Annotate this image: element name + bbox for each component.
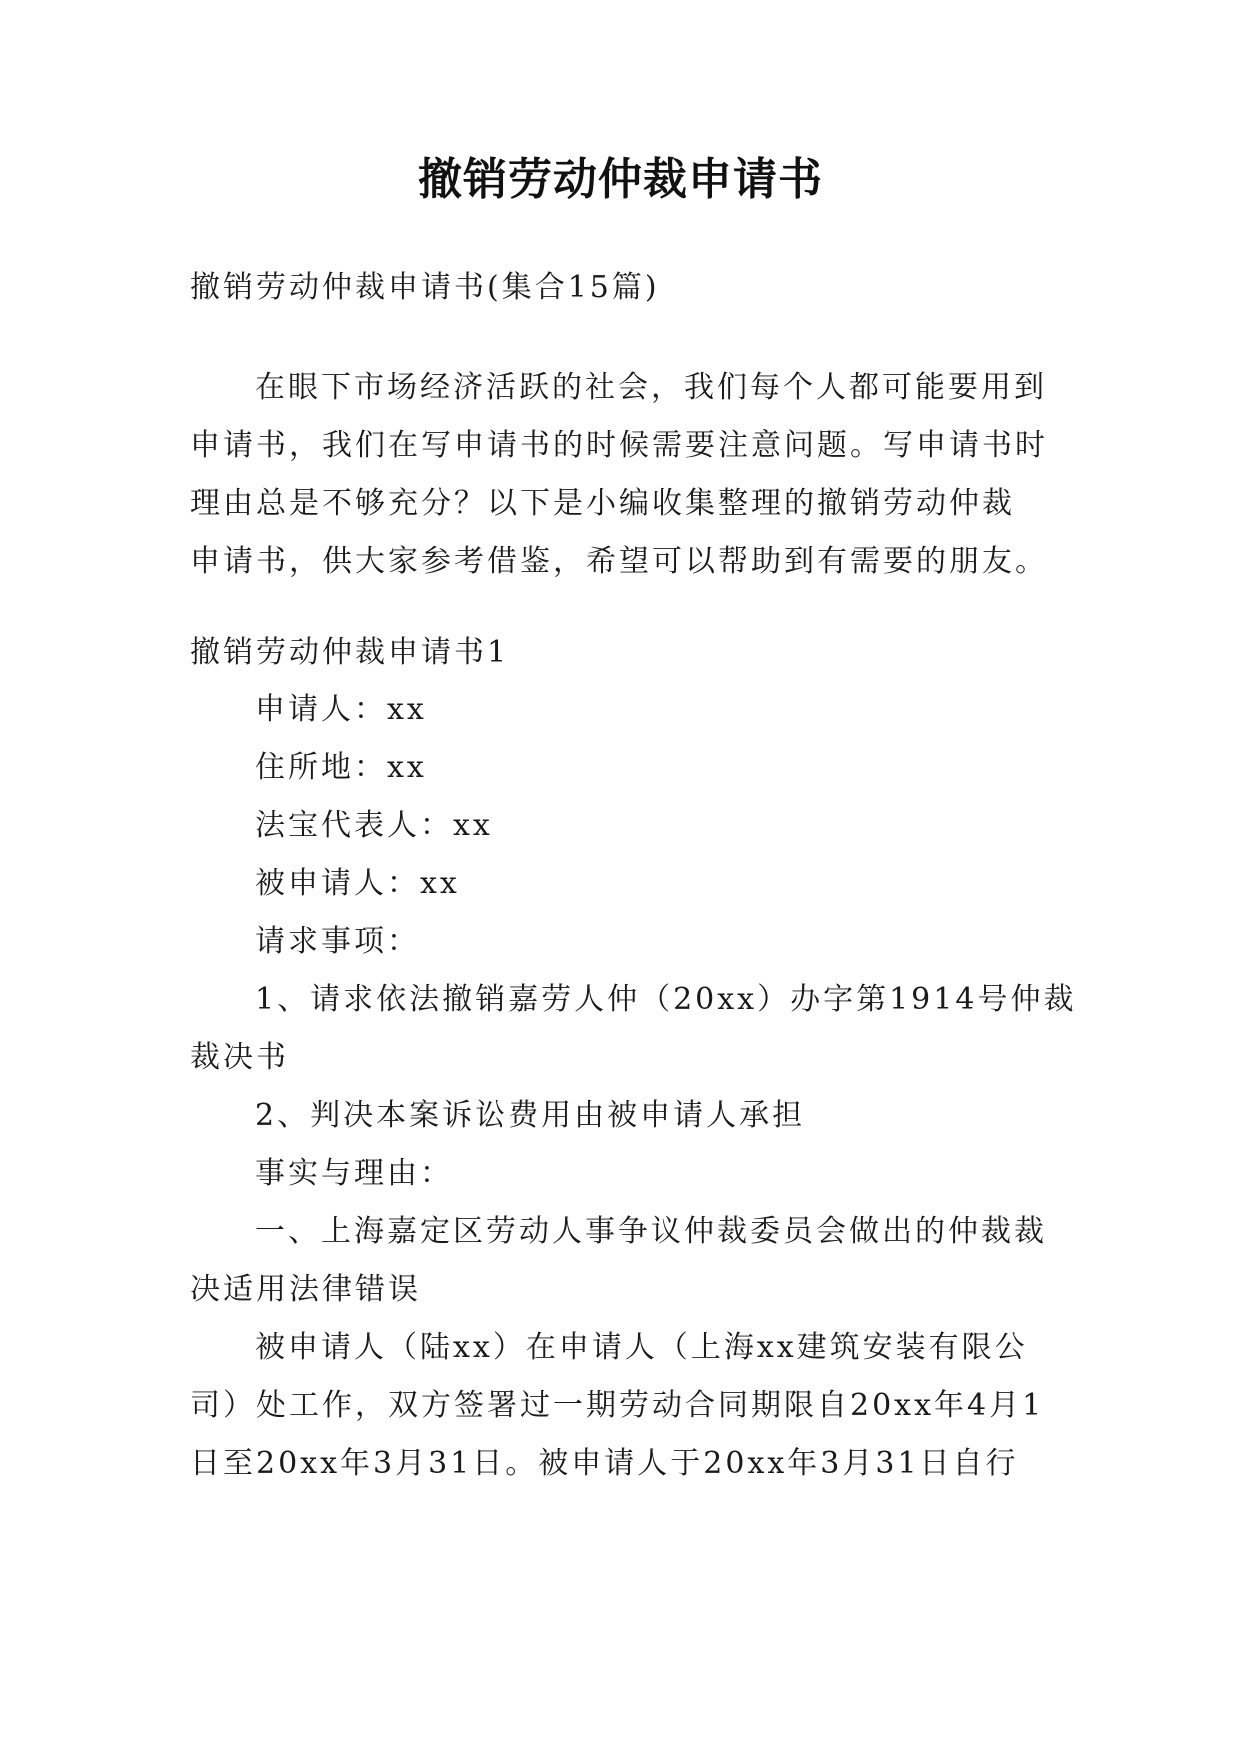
body-line: 日至20xx年3月31日。被申请人于20xx年3月31日自行 [190, 1446, 1019, 1481]
body-line: 被申请人（陆xx）在申请人（上海xx建筑安装有限公 [255, 1330, 1028, 1365]
body-line-applicant: 申请人：xx [255, 692, 427, 727]
intro-line: 申请书，我们在写申请书的时候需要注意问题。写申请书时 [190, 428, 1048, 463]
body-line: 司）处工作，双方签署过一期劳动合同期限自20xx年4月1 [190, 1388, 1045, 1423]
page-title: 撤销劳动仲裁申请书 [418, 154, 823, 205]
intro-line: 理由总是不够充分？以下是小编收集整理的撤销劳动仲裁 [190, 486, 1015, 521]
body-line-respondent: 被申请人：xx [255, 866, 460, 901]
body-line-claims-heading: 请求事项： [255, 924, 420, 959]
document-subtitle: 撤销劳动仲裁申请书(集合15篇) [190, 270, 660, 305]
body-line: 2、判决本案诉讼费用由被申请人承担 [255, 1098, 806, 1133]
body-line: 裁决书 [190, 1040, 289, 1075]
intro-line: 申请书，供大家参考借鉴，希望可以帮助到有需要的朋友。 [190, 544, 1048, 579]
body-line-facts-heading: 事实与理由： [255, 1156, 453, 1191]
intro-line: 在眼下市场经济活跃的社会，我们每个人都可能要用到 [255, 370, 1047, 405]
body-line-address: 住所地：xx [255, 750, 427, 785]
body-line-legal-rep: 法宝代表人：xx [255, 808, 493, 843]
body-line: 决适用法律错误 [190, 1272, 421, 1307]
body-line: 1、请求依法撤销嘉劳人仲（20xx）办字第1914号仲裁 [255, 982, 1077, 1017]
section-heading: 撤销劳动仲裁申请书1 [190, 635, 510, 670]
body-line: 一、上海嘉定区劳动人事争议仲裁委员会做出的仲裁裁 [255, 1214, 1047, 1249]
